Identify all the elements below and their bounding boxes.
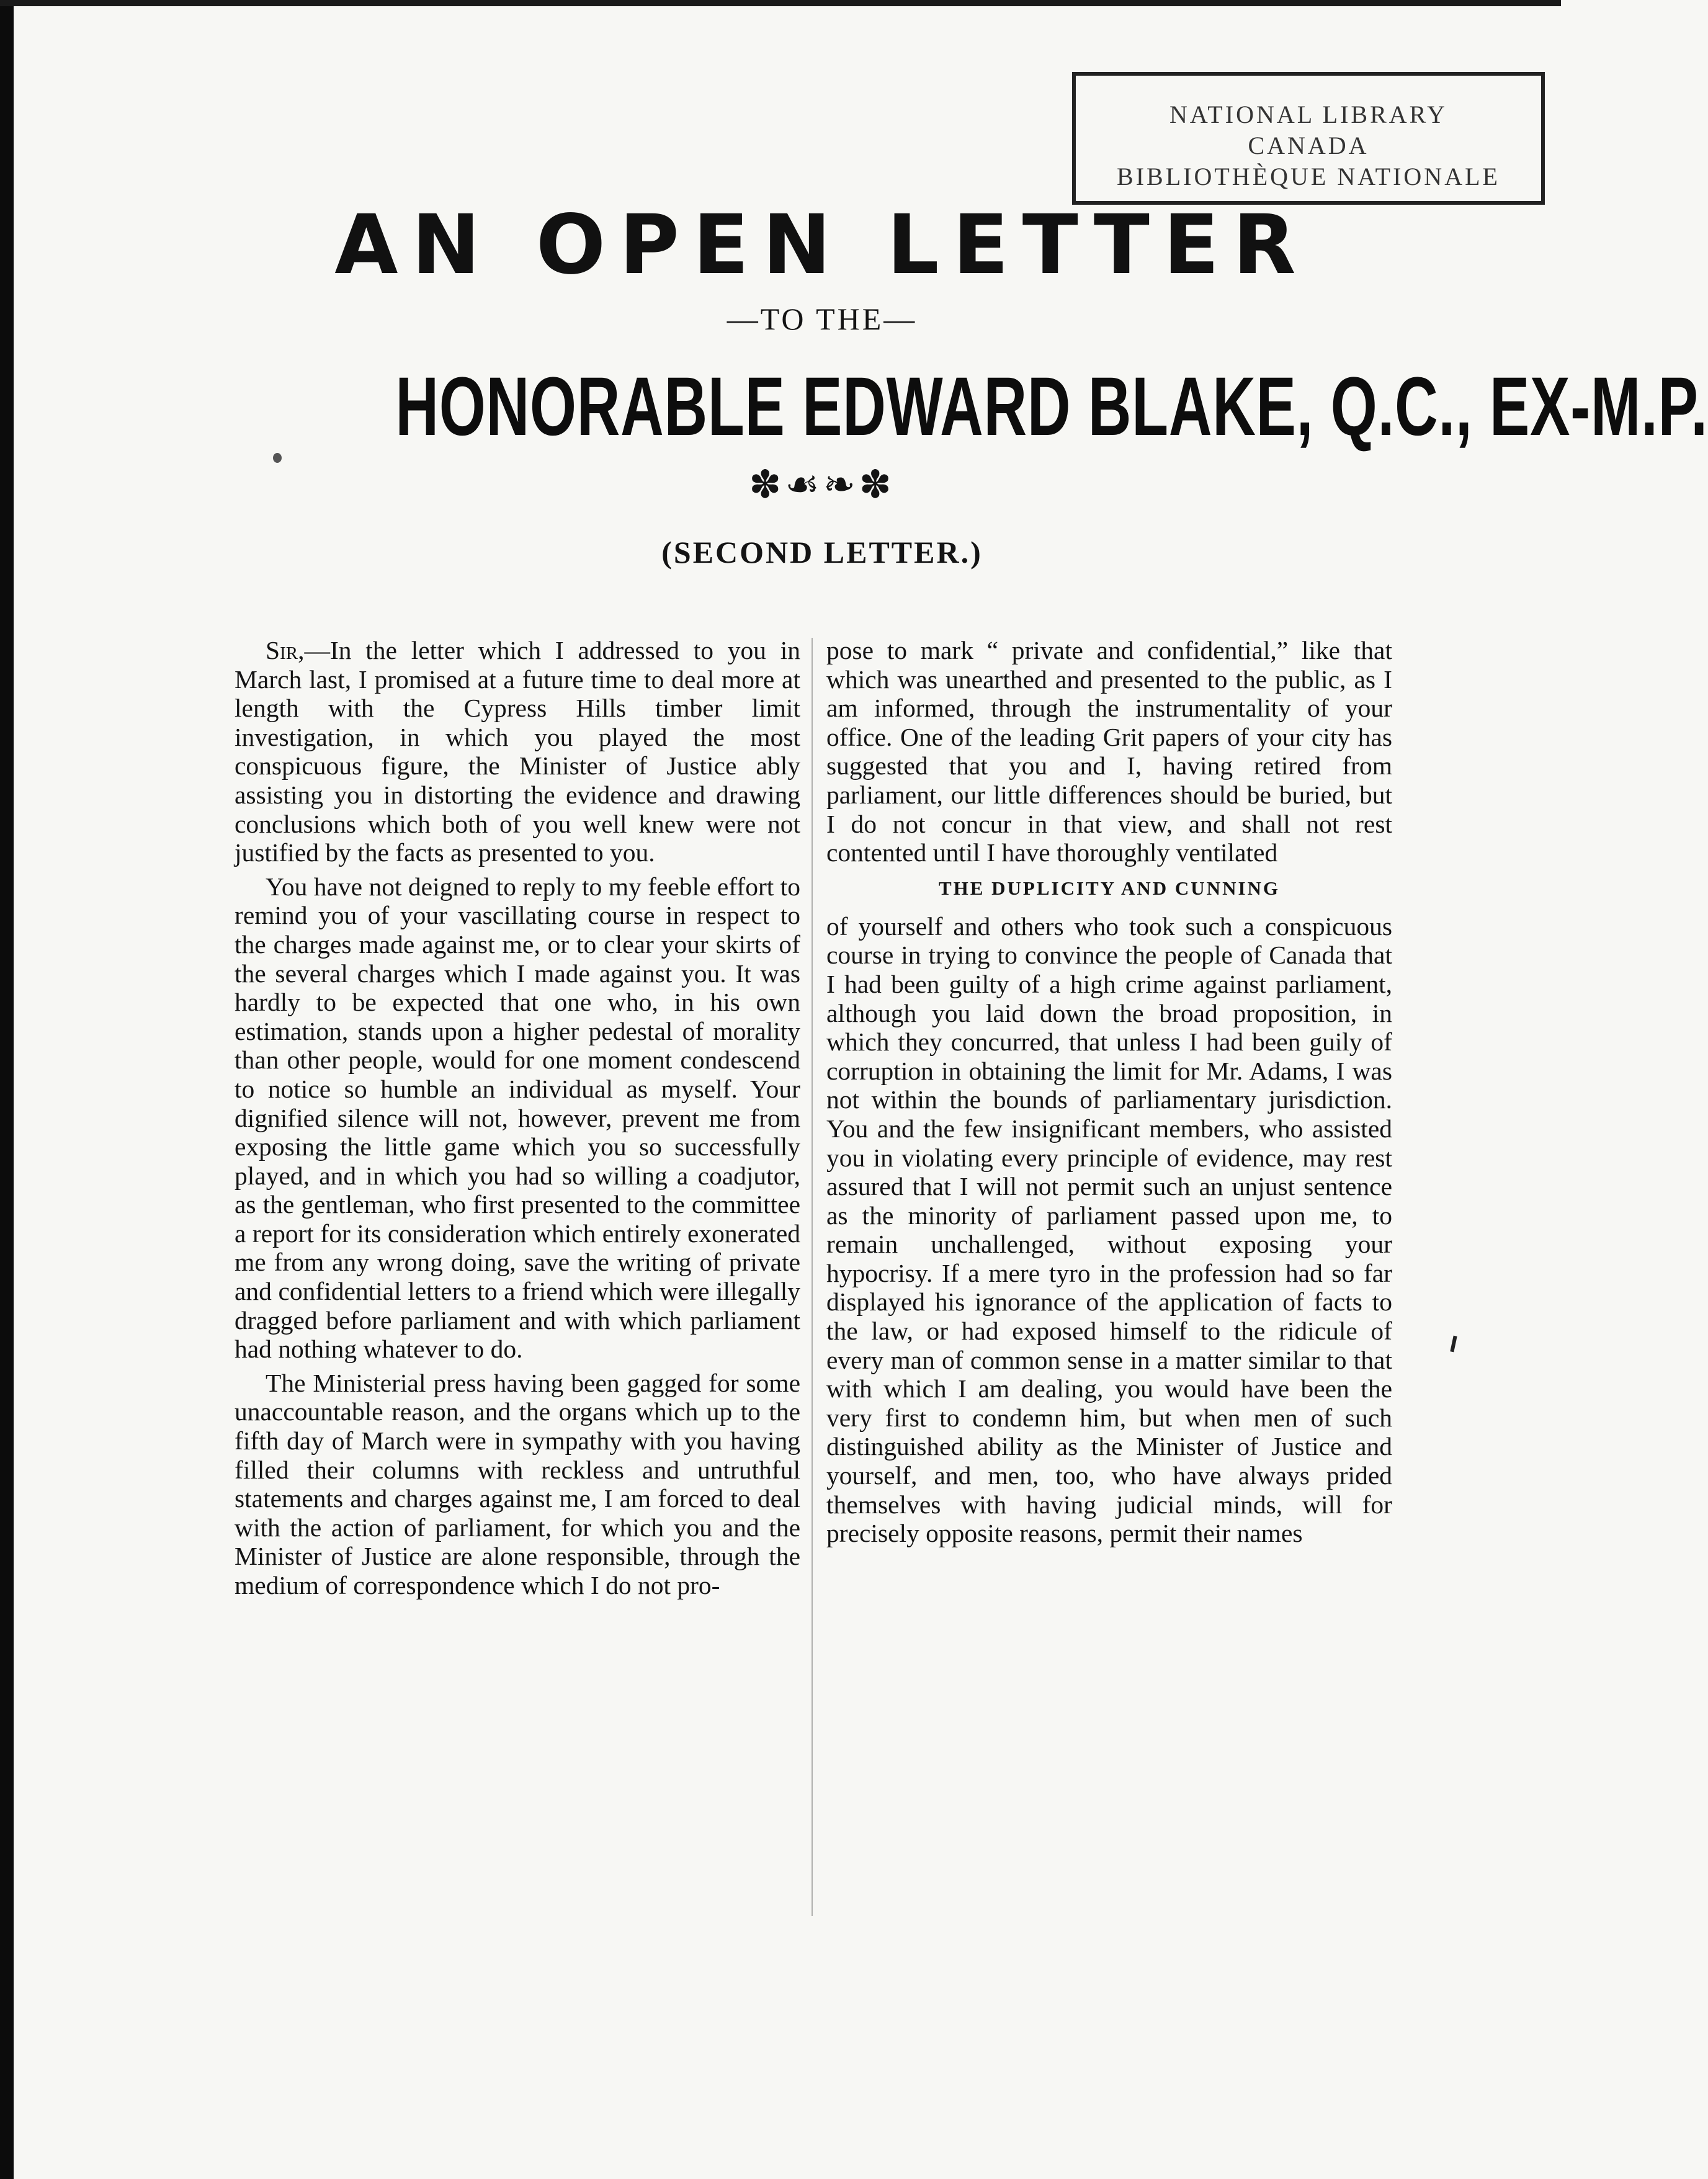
paragraph-2: You have not deigned to reply to my feeble effort to remind you of your vascillating course in respect to the charges made against me, or to clear your skirts of the several charges which I made against you. It was hardly to be expected that one who, in his own estimation, stands upon a higher pedestal of morality than other people, would for one moment condescend to notice so humble an individual as myself. Your dignified silence will not, however, prevent me from exposing the little game which you so successfully played, and in which you had so willing a coadjutor, as the gentleman, who first presented to the committee a report for its consideration which entirely exonerated me from any wrong doing, save the writing of private and confidential letters to a friend which were illegally dragged before parliament and with which parliament had nothing whatever to do. xyxy=(235,872,800,1364)
salutation: Sir, xyxy=(266,636,305,664)
print-speck xyxy=(273,453,282,463)
right-column xyxy=(826,636,1392,1548)
ornament-divider: ✽☙❧✽ xyxy=(749,462,895,507)
section-heading: THE DUPLICITY AND CUNNING xyxy=(938,877,1281,899)
stamp-line-2: CANADA xyxy=(1248,132,1369,159)
library-stamp xyxy=(1072,72,1545,205)
stray-ink-mark xyxy=(1450,1336,1457,1353)
page-title: AN OPEN LETTER xyxy=(334,197,1310,293)
left-column xyxy=(235,636,800,1600)
masthead xyxy=(230,197,1708,571)
scan-border-left xyxy=(0,0,14,2179)
paragraph-1-text: —In the letter which I addressed to you in March last, I promised at a future time to deal more at length with the Cypress Hills timber limit investigation, in which you played the most conspicuous figure, the Minister of Justice ably assisting you in distorting the evidence and drawing conclusions which both of you well knew were not justified by the facts as presented to you. xyxy=(235,636,800,867)
to-the-line: —TO THE— xyxy=(727,302,918,336)
addressee-heading: HONORABLE EDWARD BLAKE, Q.C., EX-M.P. xyxy=(395,360,1708,453)
paragraph-1 xyxy=(235,636,800,867)
paragraph-5: of yourself and others who took such a conspicuous course in trying to convince the people of Canada that I had been guilty of a high crime against parliament, although you laid down the broad proposition, in which they concurred, that unless I had been guily of corruption in obtaining the limit for Mr. Adams, I was not within the bounds of parliamentary jurisdiction. You and the few insignificant members, who assisted you in violating every principle of evidence, may rest assured that I will not permit such an unjust sentence as the minority of parliament passed upon me, to remain unchallenged, without exposing your hypocrisy. If a mere tyro in the profession had so far displayed his ignorance of the application of facts to the law, or had exposed himself to the ridicule of every man of common sense in a matter similar to that with which I am dealing, you would have been the very first to condemn him, but when men of such distinguished ability as the Minister of Justice and yourself, and men, too, who have always prided themselves with having judicial minds, will for precisely opposite reasons, permit their names xyxy=(826,911,1392,1548)
stamp-line-1: NATIONAL LIBRARY xyxy=(1169,101,1448,128)
paragraph-4: pose to mark “ private and confidential,” like that which was unearthed and presented to the public, as I am informed, through the instrumentality of your office. One of the leading Grit papers of your city has suggested that you and I, having retired from parliament, our little differences should be buried, but I do not concur in that view, and shall not rest contented until I have thoroughly ventilated xyxy=(826,636,1392,867)
scan-border-top xyxy=(0,0,1561,6)
column-divider xyxy=(812,638,813,1916)
subtitle: (SECOND LETTER.) xyxy=(661,535,983,570)
stamp-line-3: BIBLIOTHÈQUE NATIONALE xyxy=(1117,163,1500,190)
paragraph-3: The Ministerial press having been gagged for some unaccountable reason, and the organs which up to the fifth day of March were in sympathy with you having filled their columns with reckless and untruthful statements and charges against me, I am forced to deal with the action of parliament, for which you and the Minister of Justice are alone responsible, through the medium of correspondence which I do not pro- xyxy=(235,1368,800,1600)
